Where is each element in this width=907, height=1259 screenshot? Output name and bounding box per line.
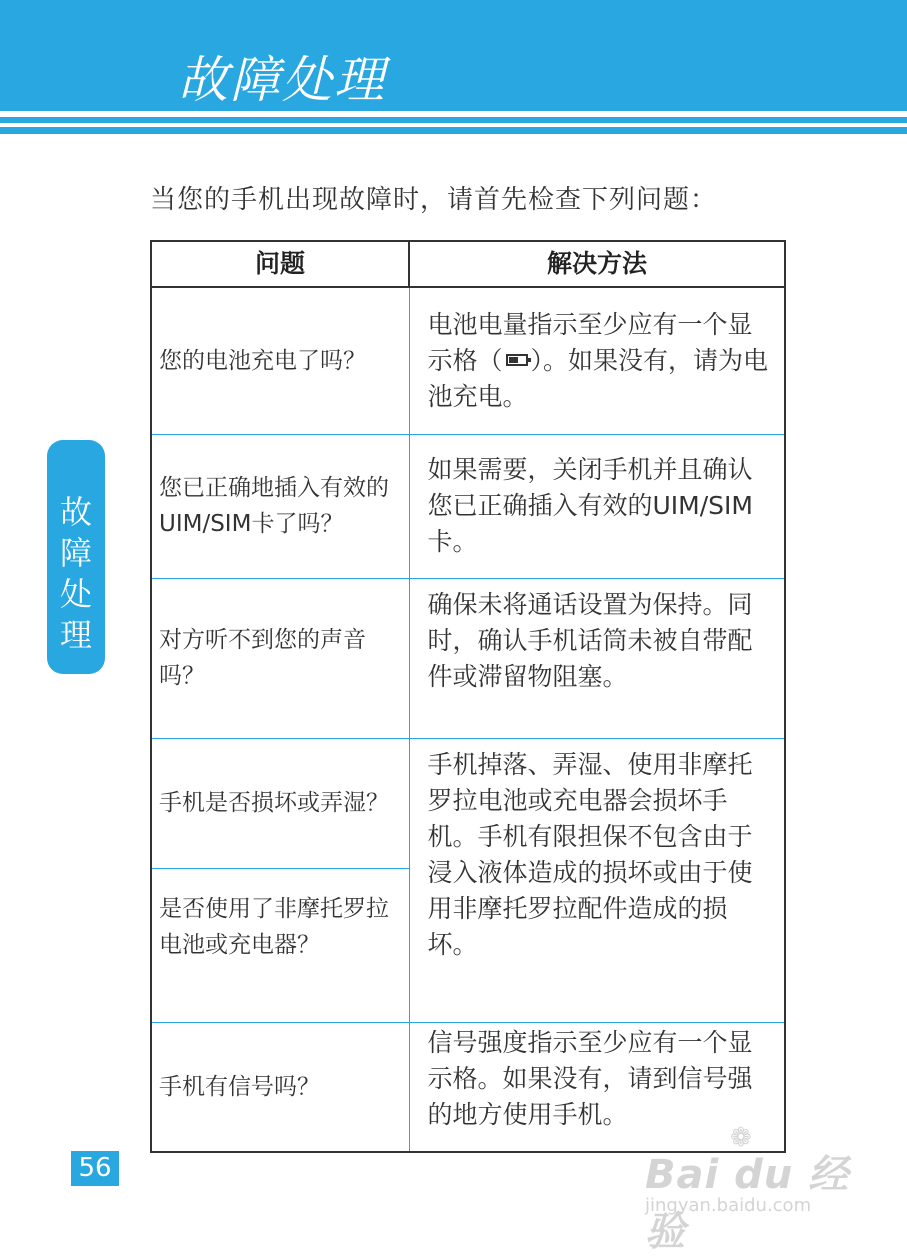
- watermark: [645, 1123, 855, 1255]
- header-band: [0, 0, 907, 111]
- table-row: [151, 578, 785, 738]
- column-header-solution: 解决方法: [409, 241, 785, 287]
- solution-text: 电池电量指示至少应有一个显示格（: [427, 309, 753, 375]
- paw-icon: ❁: [730, 1123, 752, 1153]
- table-row: [151, 287, 785, 434]
- side-tab-label: [47, 492, 105, 656]
- side-tab-char: 处: [59, 575, 92, 613]
- problem-cell: 您已正确地插入有效的UIM/SIM卡了吗？: [151, 434, 409, 578]
- intro-text: 当您的手机出现故障时，请首先检查下列问题：: [150, 185, 718, 215]
- solution-cell: 如果需要，关闭手机并且确认您已正确插入有效的UIM/SIM 卡。: [409, 434, 785, 578]
- table-row: [151, 434, 785, 578]
- watermark-logo: Bai du 经验: [645, 1152, 850, 1255]
- problem-cell: 手机有信号吗？: [151, 1022, 409, 1152]
- side-tab-char: 障: [59, 534, 92, 572]
- column-header-problem: 问题: [151, 241, 409, 287]
- table-row: [151, 738, 785, 868]
- side-tab-char: 故: [59, 493, 92, 531]
- page-title: 故障处理: [178, 51, 386, 109]
- header-divider-bottom: [0, 127, 907, 134]
- solution-text: ）。如果没有，请为电池充电。: [427, 345, 769, 411]
- problem-cell: 对方听不到您的声音吗？: [151, 578, 409, 738]
- solution-cell: 手机掉落、弄湿、使用非摩托罗拉电池或充电器会损坏手机。手机有限担保不包含由于浸入液体造成的损坏或由于使用非摩托罗拉配件造成的损坏。: [409, 738, 785, 1022]
- watermark-url: jingyan.baidu.com: [645, 1195, 812, 1216]
- problem-cell: 您的电池充电了吗？: [151, 287, 409, 434]
- page-number: 56: [71, 1151, 119, 1186]
- solution-cell: 信号强度指示至少应有一个显示格。如果没有，请到信号强的地方使用手机。: [409, 1022, 785, 1152]
- side-tab: [47, 440, 105, 674]
- troubleshooting-table: [150, 240, 786, 1153]
- problem-cell: 是否使用了非摩托罗拉电池或充电器？: [151, 868, 409, 1022]
- battery-icon: [506, 354, 528, 366]
- problem-cell: 手机是否损坏或弄湿？: [151, 738, 409, 868]
- solution-cell: [409, 287, 785, 434]
- header-divider-top: [0, 117, 907, 123]
- table-header-row: [151, 241, 785, 287]
- solution-cell: 确保未将通话设置为保持。同时，确认手机话筒未被自带配件或滞留物阻塞。: [409, 578, 785, 738]
- side-tab-char: 理: [59, 616, 92, 654]
